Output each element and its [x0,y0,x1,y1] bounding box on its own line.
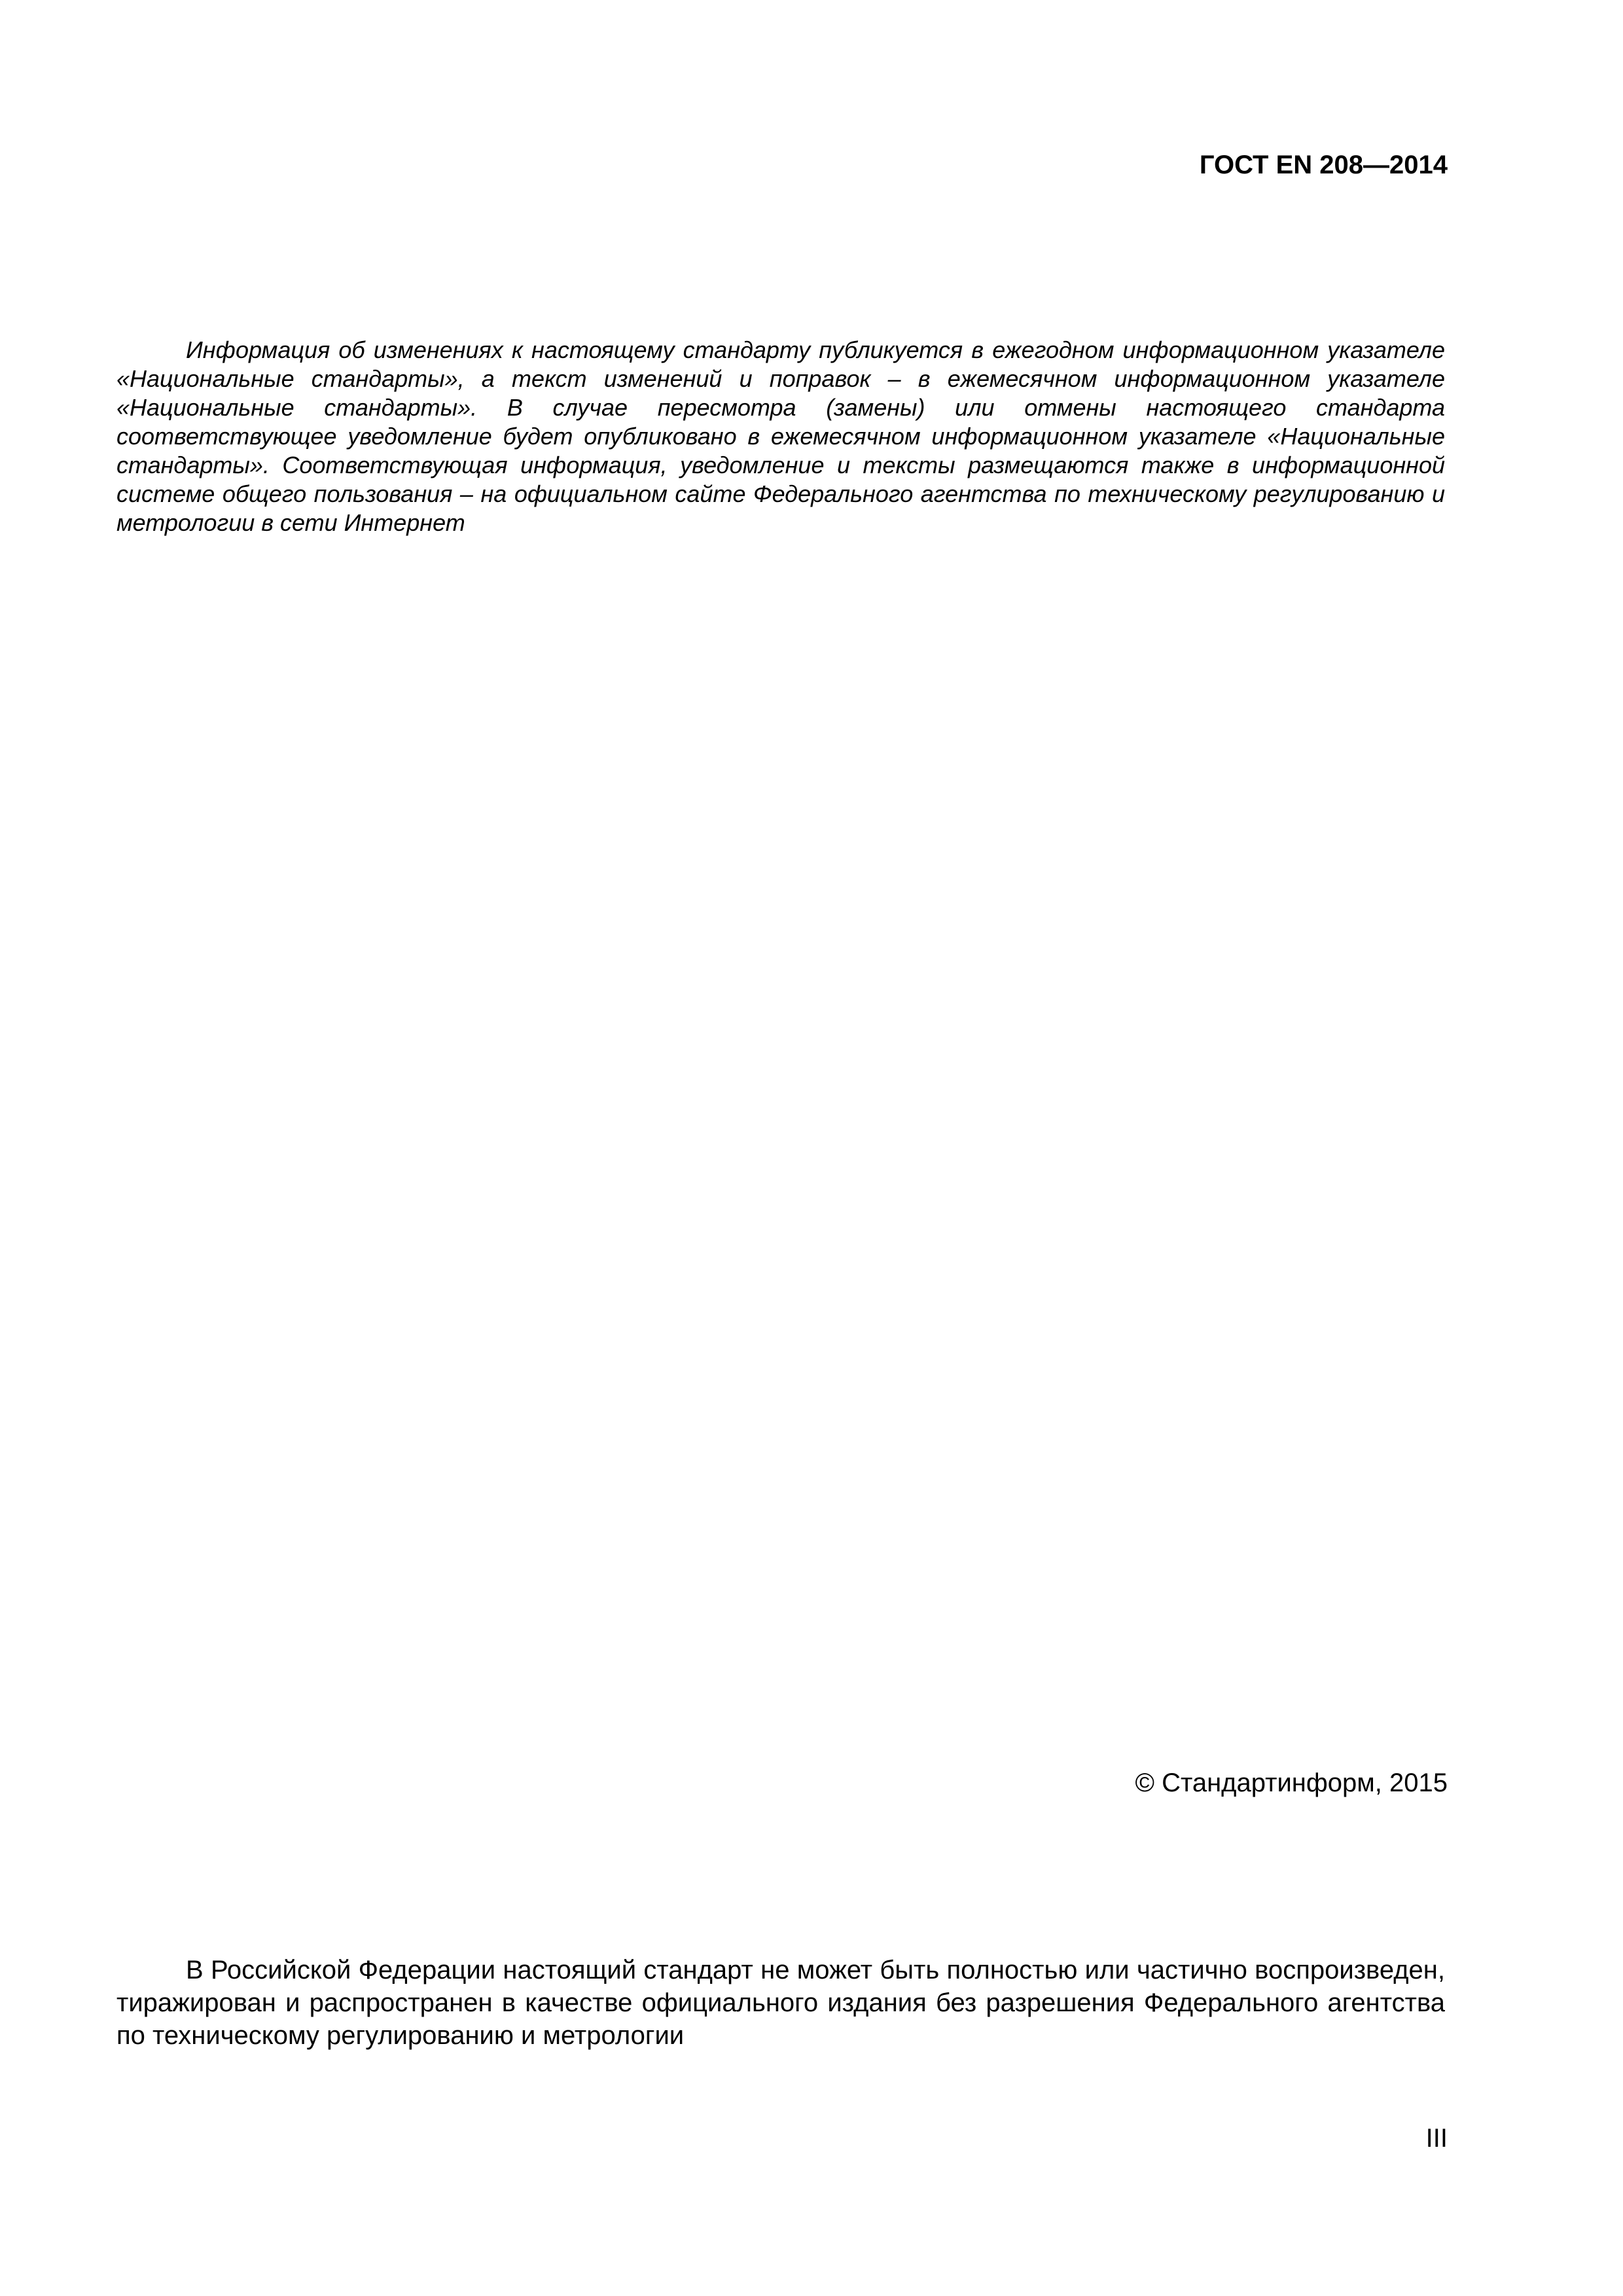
amendments-info-notice: Информация об изменениях к настоящему стандарту публикуется в ежегодном информационном указателе «Национальные стандарты», а текст изменений и поправок – в ежемесячном информационном указателе «Национальные стандарты». В случае пересмотра (замены) или отмены настоящего стандарта соответствующее уведомление будет опубликовано в ежемесячном информационном указателе «Национальные стандарты». Соответствующая информация, уведомление и тексты размещаются также в информационной системе общего пользования – на официальном сайте Федерального агентства по техническому регулированию и метрологии в сети Интернет [116,336,1445,536]
page-number: III [1425,2124,1448,2153]
reproduction-restriction-notice: В Российской Федерации настоящий стандарт не может быть полностью или частично воспроизведен, тиражирован и распространен в качестве официального издания без разрешения Федерального агентства по техническому регулированию и метрологии [116,1956,1445,2050]
document-code: ГОСТ EN 208—2014 [1199,151,1448,179]
copyright-notice: © Стандартинформ, 2015 [1135,1768,1448,1797]
